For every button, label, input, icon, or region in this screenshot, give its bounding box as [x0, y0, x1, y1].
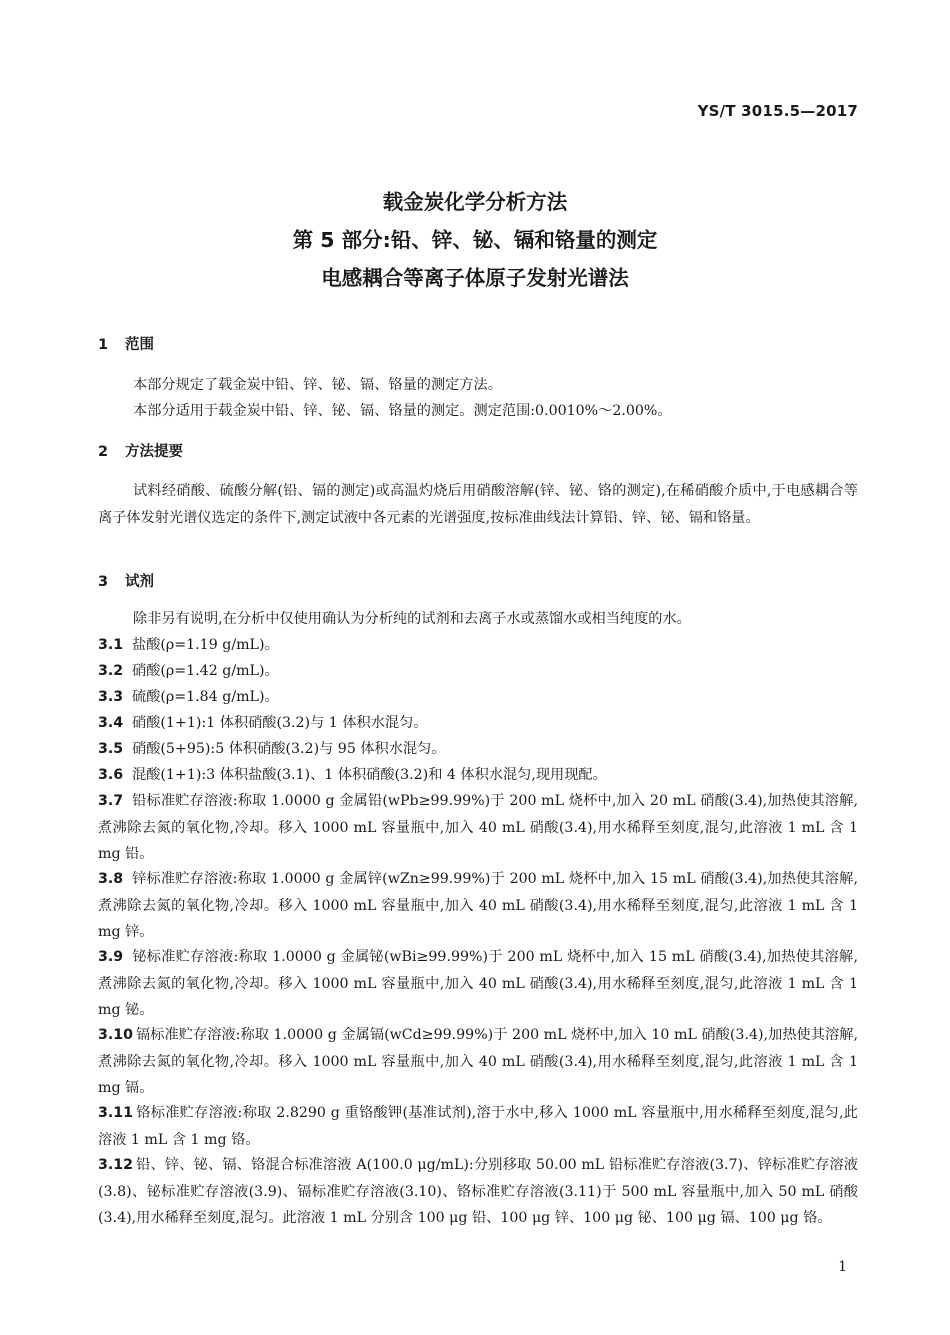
section-title: 试剂	[125, 574, 154, 590]
clause-3-3	[98, 684, 858, 711]
clause-number: 3.6	[98, 767, 124, 783]
clause-number: 3.11	[98, 1105, 134, 1121]
clause-number: 3.4	[98, 715, 124, 731]
title-line-1: 载金炭化学分析方法	[382, 190, 568, 214]
clause-3-5	[98, 736, 858, 763]
section-3-intro: 除非另有说明,在分析中仅使用确认为分析纯的试剂和去离子水或蒸馏水或相当纯度的水。	[133, 611, 691, 627]
clause-number: 3.12	[98, 1157, 134, 1173]
clause-3-9	[98, 944, 858, 1024]
clause-number: 3.10	[98, 1027, 134, 1043]
clause-3-1	[98, 632, 858, 659]
clause-number: 3.7	[98, 793, 124, 809]
clause-number: 3.9	[98, 949, 124, 965]
clause-text: 铬标准贮存溶液:称取 2.8290 g 重铬酸钾(基准试剂),溶于水中,移入 1000 mL 容量瓶中,用水稀释至刻度,混匀,此溶液 1 mL 含 1 mg 铬。	[98, 1105, 858, 1148]
clause-3-4	[98, 710, 858, 737]
clause-3-2	[98, 658, 858, 685]
clause-text: 铅、锌、铋、镉、铬混合标准溶液 A(100.0 μg/mL):分别移取 50.00 mL 铅标准贮存溶液(3.7)、锌标准贮存溶液(3.8)、铋标准贮存溶液(3.9)、镉标准贮存溶液(3.10)、铬标准贮存溶液(3.11)于 500 mL 容量瓶中,加入 50 mL 硝酸(3.4),用水稀释至刻度,混匀。此溶液 1 mL 分别含 100 μg 铅、100 μg 锌、100 μg 铋、100 μg 镉、100 μg 铬。	[98, 1157, 858, 1226]
clause-text: 硝酸(ρ=1.42 g/mL)。	[132, 663, 279, 679]
clause-text: 锌标准贮存溶液:称取 1.0000 g 金属锌(wZn≥99.99%)于 200 mL 烧杯中,加入 15 mL 硝酸(3.4),加热使其溶解,煮沸除去氮的氧化物,冷却。移入 1000 mL 容量瓶中,加入 40 mL 硝酸(3.4),用水稀释至刻度,混匀,此溶液 1 mL 含 1 mg 锌。	[98, 871, 858, 940]
clause-3-12	[98, 1152, 858, 1232]
clause-number: 3.3	[98, 689, 124, 705]
document-title	[0, 183, 950, 297]
section-2-paragraph: 试料经硝酸、硫酸分解(铅、镉的测定)或高温灼烧后用硝酸溶解(锌、铋、铬的测定),在稀硝酸介质中,于电感耦合等离子体发射光谱仪选定的条件下,测定试液中各元素的光谱强度,按标准曲线法计算铅、锌、铋、镉和铬量。	[98, 483, 858, 526]
clause-3-10	[98, 1022, 858, 1102]
section-title: 方法提要	[125, 444, 183, 460]
clause-3-6	[98, 762, 858, 789]
clause-text: 铅标准贮存溶液:称取 1.0000 g 金属铅(wPb≥99.99%)于 200 mL 烧杯中,加入 20 mL 硝酸(3.4),加热使其溶解,煮沸除去氮的氧化物,冷却。移入 1000 mL 容量瓶中,加入 40 mL 硝酸(3.4),用水稀释至刻度,混匀,此溶液 1 mL 含 1 mg 铅。	[98, 793, 858, 862]
section-1-heading	[98, 333, 154, 354]
section-1-paragraph-2: 本部分适用于载金炭中铅、锌、铋、镉、铬量的测定。测定范围:0.0010%～2.00%。	[133, 403, 672, 419]
clause-text: 镉标准贮存溶液:称取 1.0000 g 金属镉(wCd≥99.99%)于 200 mL 烧杯中,加入 10 mL 硝酸(3.4),加热使其溶解,煮沸除去氮的氧化物,冷却。移入 1000 mL 容量瓶中,加入 40 mL 硝酸(3.4),用水稀释至刻度,混匀,此溶液 1 mL 含 1 mg 镉。	[98, 1027, 858, 1096]
clause-number: 3.5	[98, 741, 124, 757]
clause-text: 硝酸(5+95):5 体积硝酸(3.2)与 95 体积水混匀。	[132, 741, 446, 757]
section-number: 2	[98, 444, 109, 460]
clause-3-7	[98, 788, 858, 868]
section-1-paragraph-1: 本部分规定了载金炭中铅、锌、铋、镉、铬量的测定方法。	[133, 377, 502, 393]
clause-text: 混酸(1+1):3 体积盐酸(3.1)、1 体积硝酸(3.2)和 4 体积水混匀,现用现配。	[132, 767, 607, 783]
standard-number: YS/T 3015.5—2017	[697, 102, 858, 120]
section-3-heading	[98, 570, 154, 591]
clause-number: 3.2	[98, 663, 124, 679]
clause-number: 3.1	[98, 637, 124, 653]
section-2-heading	[98, 440, 183, 461]
section-title: 范围	[125, 337, 154, 353]
title-line-2: 第 5 部分:铅、锌、铋、镉和铬量的测定	[292, 228, 658, 252]
title-line-3: 电感耦合等离子体原子发射光谱法	[321, 266, 629, 290]
clause-text: 硝酸(1+1):1 体积硝酸(3.2)与 1 体积水混匀。	[132, 715, 428, 731]
clause-number: 3.8	[98, 871, 124, 887]
section-number: 3	[98, 574, 109, 590]
clause-text: 盐酸(ρ=1.19 g/mL)。	[132, 637, 279, 653]
clause-text: 硫酸(ρ=1.84 g/mL)。	[132, 689, 279, 705]
section-number: 1	[98, 337, 109, 353]
clause-3-11	[98, 1100, 858, 1153]
clause-text: 铋标准贮存溶液:称取 1.0000 g 金属铋(wBi≥99.99%)于 200 mL 烧杯中,加入 15 mL 硝酸(3.4),加热使其溶解,煮沸除去氮的氧化物,冷却。移入 1000 mL 容量瓶中,加入 40 mL 硝酸(3.4),用水稀释至刻度,混匀,此溶液 1 mL 含 1 mg 铋。	[98, 949, 858, 1018]
page-number: 1	[838, 1259, 847, 1275]
clause-3-8	[98, 866, 858, 946]
